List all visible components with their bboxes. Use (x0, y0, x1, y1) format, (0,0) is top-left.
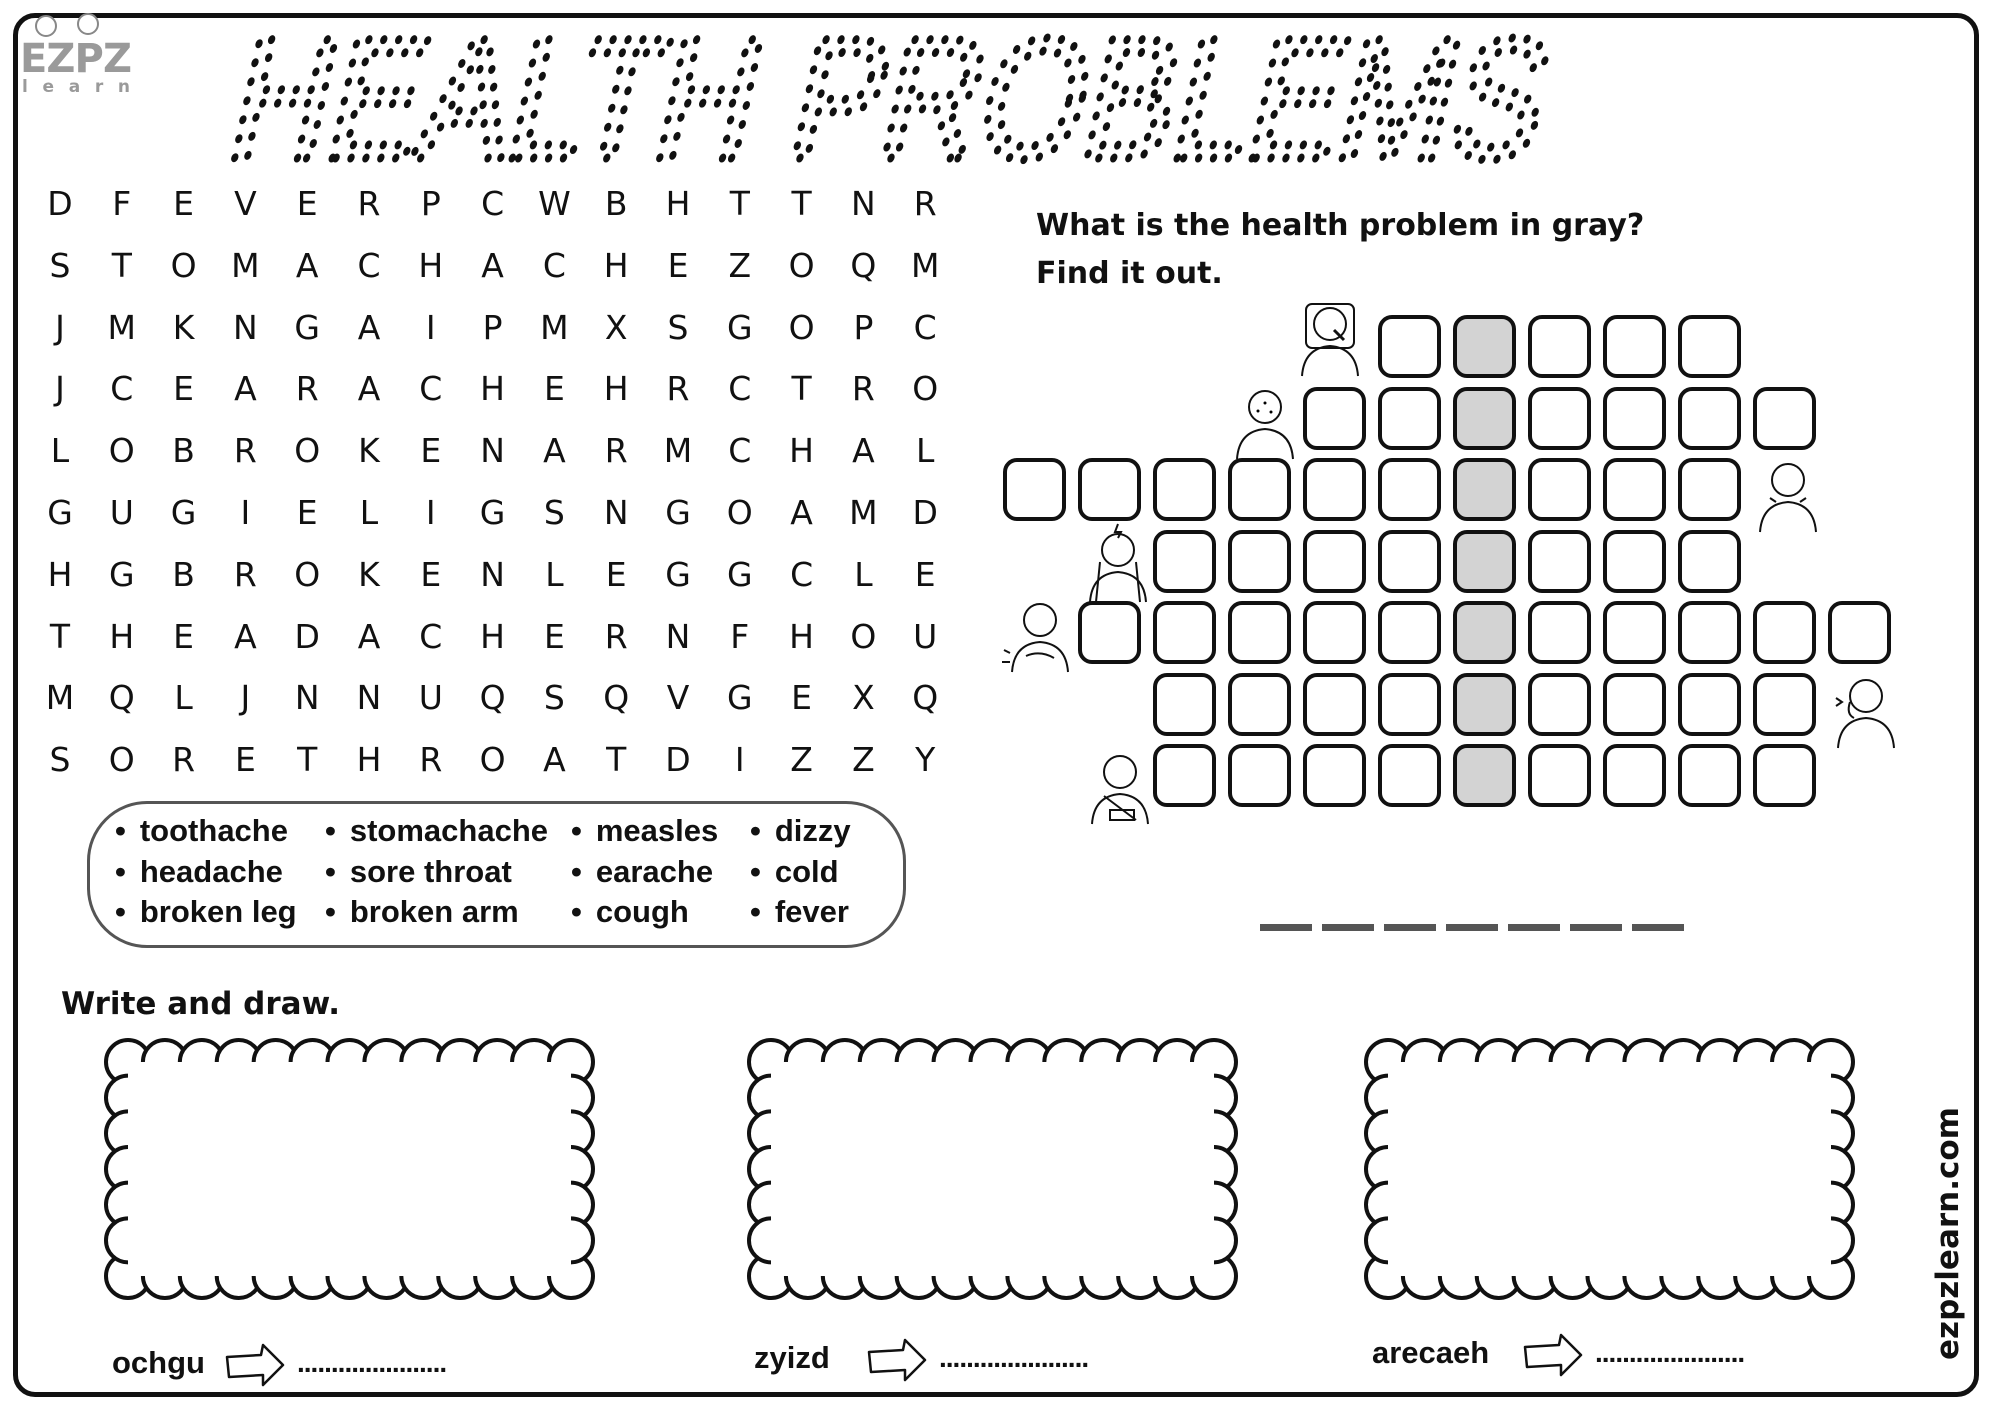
word-bank-item: • broken arm (325, 894, 519, 930)
grid-letter[interactable]: R (604, 616, 628, 656)
crossword-cell[interactable] (1753, 744, 1816, 807)
drawing-box[interactable] (1356, 1030, 1863, 1308)
grid-letter[interactable]: H (603, 369, 629, 409)
grid-letter[interactable]: N (294, 678, 320, 718)
crossword-cell[interactable] (1528, 315, 1591, 378)
grid-letter[interactable]: Z (852, 740, 875, 780)
crossword-cell[interactable] (1603, 601, 1666, 664)
crossword-cell[interactable] (1753, 673, 1816, 736)
grid-letter[interactable]: E (543, 369, 565, 409)
crossword-cell-gray[interactable] (1453, 387, 1516, 450)
grid-letter[interactable]: E (173, 616, 195, 656)
grid-letter[interactable]: S (49, 245, 71, 285)
grid-letter[interactable]: O (788, 307, 815, 347)
crossword-cell[interactable] (1153, 530, 1216, 593)
crossword-cell[interactable] (1228, 530, 1291, 593)
crossword-cell[interactable] (1228, 744, 1291, 807)
grid-letter[interactable]: U (109, 493, 134, 532)
sore-throat-picture-icon (1748, 452, 1828, 534)
grid-letter[interactable]: M (231, 245, 260, 285)
crossword-cell[interactable] (1378, 530, 1441, 593)
grid-letter[interactable]: E (296, 493, 318, 532)
headache-picture-icon (1078, 522, 1158, 604)
grid-letter[interactable]: X (852, 678, 875, 718)
fever-picture-icon (1290, 296, 1370, 378)
grid-letter[interactable]: N (851, 184, 876, 223)
grid-letter[interactable]: Y (915, 740, 936, 780)
write-draw-title: Write and draw. (61, 986, 340, 1022)
word-bank-item: • sore throat (325, 854, 512, 890)
crossword-instruction: Find it out. (1036, 256, 1223, 291)
crossword-cell[interactable] (1153, 601, 1216, 664)
grid-letter[interactable]: G (109, 554, 135, 594)
grid-letter[interactable]: N (233, 307, 258, 347)
crossword-cell[interactable] (1228, 458, 1291, 521)
crossword-cell[interactable] (1678, 387, 1741, 450)
crossword-cell[interactable] (1528, 601, 1591, 664)
grid-letter[interactable]: K (358, 554, 380, 594)
grid-letter[interactable]: C (728, 431, 752, 471)
drawing-box[interactable] (739, 1030, 1246, 1308)
grid-letter[interactable]: H (789, 616, 814, 656)
grid-letter[interactable]: J (240, 678, 251, 718)
grid-letter[interactable]: E (296, 184, 318, 223)
word-bank-item: • cold (750, 854, 839, 890)
crossword-cell-gray[interactable] (1453, 458, 1516, 521)
grid-letter[interactable]: T (297, 740, 318, 780)
grid-letter[interactable]: R (172, 740, 196, 780)
grid-letter[interactable]: R (604, 431, 628, 471)
crossword-cell[interactable] (1603, 315, 1666, 378)
grid-letter[interactable]: F (112, 184, 132, 223)
crossword-cell[interactable] (1228, 673, 1291, 736)
grid-letter[interactable]: P (420, 184, 441, 223)
grid-letter[interactable]: G (665, 554, 691, 594)
word-bank-item: • dizzy (750, 813, 851, 849)
grid-letter[interactable]: R (913, 184, 937, 223)
grid-letter[interactable]: G (294, 307, 320, 347)
grid-letter[interactable]: O (912, 369, 939, 409)
crossword-cell[interactable] (1678, 673, 1741, 736)
crossword-cell[interactable] (1603, 387, 1666, 450)
grid-letter[interactable]: P (853, 307, 874, 347)
crossword-cell[interactable] (1528, 458, 1591, 521)
grid-letter[interactable]: E (173, 184, 195, 223)
crossword-cell[interactable] (1678, 601, 1741, 664)
grid-letter[interactable]: A (357, 369, 381, 409)
grid-letter[interactable]: G (727, 307, 753, 347)
grid-letter[interactable]: K (172, 307, 195, 347)
crossword-cell[interactable] (1603, 530, 1666, 593)
word-bank-item: • cough (571, 894, 689, 930)
crossword-cell[interactable] (1678, 315, 1741, 378)
answer-blank[interactable] (1446, 924, 1498, 931)
crossword-cell[interactable] (1378, 315, 1441, 378)
grid-letter[interactable]: A (234, 369, 257, 409)
grid-letter[interactable]: Q (479, 678, 506, 718)
grid-letter[interactable]: O (294, 431, 321, 471)
grid-letter[interactable]: S (543, 678, 565, 718)
grid-letter[interactable]: H (480, 369, 505, 409)
crossword-cell[interactable] (1378, 387, 1441, 450)
word-bank-item: • stomachache (325, 813, 548, 849)
crossword-cell[interactable] (1153, 744, 1216, 807)
answer-blank[interactable] (1384, 924, 1436, 931)
grid-letter[interactable]: T (111, 245, 132, 285)
grid-letter[interactable]: M (107, 307, 137, 347)
grid-letter[interactable]: E (667, 245, 689, 285)
crossword-cell[interactable] (1378, 458, 1441, 521)
grid-letter[interactable]: E (420, 554, 442, 594)
scrambled-word: ochgu (112, 1345, 205, 1380)
grid-letter[interactable]: R (357, 184, 381, 223)
grid-letter[interactable]: H (603, 245, 629, 285)
grid-letter[interactable]: O (108, 431, 135, 471)
grid-letter[interactable]: P (482, 307, 503, 347)
crossword-cell[interactable] (1153, 458, 1216, 521)
grid-letter[interactable]: A (295, 245, 319, 285)
grid-letter[interactable]: C (419, 369, 443, 409)
grid-letter[interactable]: D (912, 493, 938, 532)
answer-blank[interactable] (1260, 924, 1312, 931)
grid-letter[interactable]: B (172, 431, 195, 471)
crossword-cell[interactable] (1603, 673, 1666, 736)
broken-arm-picture-icon (1080, 744, 1160, 826)
word-bank-item: • toothache (115, 813, 288, 849)
grid-letter[interactable]: Z (790, 740, 813, 780)
page-title (215, 2, 1927, 195)
grid-letter[interactable]: A (852, 431, 875, 471)
crossword-cell[interactable] (1003, 458, 1066, 521)
grid-letter[interactable]: S (49, 740, 71, 780)
grid-letter[interactable]: V (234, 184, 257, 223)
grid-letter[interactable]: O (850, 616, 877, 656)
grid-letter[interactable]: A (790, 493, 813, 532)
grid-letter[interactable]: G (170, 493, 197, 532)
drawing-box[interactable] (96, 1030, 603, 1308)
crossword-cell-gray[interactable] (1453, 601, 1516, 664)
grid-letter[interactable]: I (425, 493, 436, 532)
grid-letter[interactable]: C (913, 307, 937, 347)
crossword-cell[interactable] (1828, 601, 1891, 664)
crossword-cell[interactable] (1378, 601, 1441, 664)
crossword-question: What is the health problem in gray? (1036, 208, 1645, 243)
grid-letter[interactable]: T (791, 369, 812, 409)
grid-letter[interactable]: A (543, 740, 566, 780)
grid-letter[interactable]: Q (912, 678, 939, 718)
word-bank-item: • fever (750, 894, 849, 930)
grid-letter[interactable]: T (606, 740, 627, 780)
grid-letter[interactable]: J (55, 369, 65, 409)
answer-line[interactable]: ...................... (939, 1342, 1089, 1373)
grid-letter[interactable]: V (666, 678, 690, 718)
crossword-cell[interactable] (1078, 458, 1141, 521)
grid-letter[interactable]: C (110, 369, 134, 409)
grid-letter[interactable]: O (726, 493, 753, 532)
grid-letter[interactable]: R (233, 554, 257, 594)
answer-line[interactable]: ...................... (1595, 1337, 1745, 1368)
grid-letter[interactable]: W (538, 184, 571, 223)
grid-letter[interactable]: E (543, 616, 565, 656)
crossword-cell[interactable] (1528, 530, 1591, 593)
crossword-cell-gray[interactable] (1453, 530, 1516, 593)
grid-letter[interactable]: A (234, 616, 257, 656)
grid-letter[interactable]: O (479, 740, 506, 780)
grid-letter[interactable]: U (418, 678, 443, 718)
grid-letter[interactable]: R (666, 369, 690, 409)
toothache-picture-icon (1826, 668, 1906, 750)
grid-letter[interactable]: B (172, 554, 195, 594)
svg-text:EZPZ: EZPZ (20, 36, 132, 82)
grid-letter[interactable]: D (294, 616, 320, 656)
grid-letter[interactable]: Z (728, 245, 752, 285)
crossword-cell[interactable] (1753, 387, 1816, 450)
grid-letter[interactable]: H (418, 245, 444, 285)
grid-letter[interactable]: E (420, 431, 442, 471)
grid-letter[interactable]: S (667, 307, 689, 347)
crossword-cell[interactable] (1153, 673, 1216, 736)
crossword-cell[interactable] (1528, 744, 1591, 807)
word-bank-item: • earache (571, 854, 713, 890)
grid-letter[interactable]: E (173, 369, 195, 409)
grid-letter[interactable]: A (481, 245, 504, 285)
crossword-cell[interactable] (1303, 458, 1366, 521)
grid-letter[interactable]: H (665, 184, 691, 223)
grid-letter[interactable]: S (543, 493, 565, 532)
crossword-cell[interactable] (1528, 673, 1591, 736)
word-bank-item: • measles (571, 813, 718, 849)
grid-letter[interactable]: M (849, 493, 878, 532)
grid-letter[interactable]: A (357, 307, 381, 347)
grid-letter[interactable]: G (665, 493, 691, 532)
crossword-cell[interactable] (1228, 601, 1291, 664)
grid-letter[interactable]: L (174, 678, 193, 718)
grid-letter[interactable]: I (425, 307, 436, 347)
grid-letter[interactable]: M (45, 678, 75, 718)
grid-letter[interactable]: E (605, 554, 627, 594)
crossword-cell[interactable] (1528, 387, 1591, 450)
crossword-cell[interactable] (1678, 744, 1741, 807)
grid-letter[interactable]: N (480, 431, 505, 471)
grid-letter[interactable]: C (790, 554, 814, 594)
ezpz-logo (16, 8, 136, 96)
grid-letter[interactable]: E (791, 678, 813, 718)
grid-letter[interactable]: H (356, 740, 382, 780)
crossword-cell[interactable] (1078, 601, 1141, 664)
answer-blank[interactable] (1322, 924, 1374, 931)
crossword-cell[interactable] (1678, 530, 1741, 593)
grid-letter[interactable]: R (419, 740, 443, 780)
grid-letter[interactable]: M (910, 245, 940, 285)
grid-letter[interactable]: N (480, 554, 505, 594)
svg-text:HEALTH PROBLEMS: HEALTH PROBLEMS (215, 2, 1927, 195)
grid-letter[interactable]: T (791, 184, 812, 223)
grid-letter[interactable]: L (545, 554, 564, 594)
crossword-cell[interactable] (1678, 458, 1741, 521)
grid-letter[interactable]: B (604, 184, 628, 223)
grid-letter[interactable]: C (542, 245, 566, 285)
grid-letter[interactable]: D (665, 740, 691, 780)
grid-letter[interactable]: C (481, 184, 505, 223)
grid-letter[interactable]: G (727, 554, 753, 594)
grid-letter[interactable]: N (603, 493, 629, 532)
crossword-cell[interactable] (1378, 744, 1441, 807)
word-bank-item: • broken leg (115, 894, 297, 930)
crossword-cell[interactable] (1303, 673, 1366, 736)
measles-picture-icon (1225, 379, 1305, 461)
crossword-cell[interactable] (1303, 387, 1366, 450)
grid-letter[interactable]: D (47, 184, 73, 223)
crossword-cell[interactable] (1603, 744, 1666, 807)
crossword-cell[interactable] (1378, 673, 1441, 736)
grid-letter[interactable]: L (854, 554, 873, 594)
grid-letter[interactable]: O (294, 554, 321, 594)
grid-letter[interactable]: Q (108, 678, 135, 718)
crossword-cell-gray[interactable] (1453, 673, 1516, 736)
grid-letter[interactable]: U (913, 616, 938, 656)
grid-letter[interactable]: Q (603, 678, 630, 718)
grid-letter[interactable]: C (357, 245, 381, 285)
grid-letter[interactable]: C (419, 616, 443, 656)
crossword-cell[interactable] (1303, 530, 1366, 593)
grid-letter[interactable]: C (728, 369, 752, 409)
grid-letter[interactable]: I (734, 740, 745, 780)
grid-letter[interactable]: E (914, 554, 936, 594)
crossword-cell[interactable] (1303, 601, 1366, 664)
grid-letter[interactable]: H (480, 616, 505, 656)
grid-letter[interactable]: K (358, 431, 380, 471)
svg-text:learn: learn (22, 77, 130, 97)
grid-letter[interactable]: H (109, 616, 135, 656)
grid-letter[interactable]: F (730, 616, 750, 656)
grid-letter[interactable]: A (357, 616, 381, 656)
grid-letter[interactable]: L (50, 431, 70, 471)
grid-letter[interactable]: A (543, 431, 566, 471)
answer-blank[interactable] (1570, 924, 1622, 931)
grid-letter[interactable]: N (665, 616, 691, 656)
grid-letter[interactable]: J (55, 307, 65, 347)
grid-letter[interactable]: T (49, 616, 71, 656)
grid-letter[interactable]: L (915, 431, 935, 471)
stomachache-picture-icon (1000, 592, 1080, 674)
grid-letter[interactable]: M (663, 431, 693, 471)
arrow-right-icon (867, 1338, 927, 1382)
scrambled-word: zyizd (754, 1340, 830, 1375)
grid-letter[interactable]: O (108, 740, 135, 780)
grid-letter[interactable]: R (851, 369, 875, 409)
crossword-cell-gray[interactable] (1453, 315, 1516, 378)
grid-letter[interactable]: Q (850, 245, 877, 285)
grid-letter[interactable]: L (359, 493, 379, 532)
grid-letter[interactable]: R (295, 369, 319, 409)
scrambled-word: arecaeh (1372, 1335, 1490, 1370)
grid-letter[interactable]: G (479, 493, 506, 532)
grid-letter[interactable]: T (729, 184, 750, 223)
grid-letter[interactable]: R (233, 431, 257, 471)
grid-letter[interactable]: H (789, 431, 814, 471)
grid-letter[interactable]: G (47, 493, 73, 532)
grid-letter[interactable]: I (240, 493, 251, 532)
grid-letter[interactable]: N (356, 678, 382, 718)
grid-letter[interactable]: G (727, 678, 753, 718)
site-url: ezpzlearn.com (1930, 1107, 1966, 1360)
grid-letter[interactable]: E (234, 740, 256, 780)
arrow-right-icon (225, 1343, 285, 1387)
grid-letter[interactable]: O (170, 245, 197, 285)
grid-letter[interactable]: X (604, 307, 628, 347)
answer-blank[interactable] (1508, 924, 1560, 931)
answer-line[interactable]: ...................... (297, 1347, 447, 1378)
crossword-cell[interactable] (1753, 601, 1816, 664)
grid-letter[interactable]: M (540, 307, 569, 347)
answer-blank[interactable] (1632, 924, 1684, 931)
grid-letter[interactable]: O (788, 245, 815, 285)
word-bank-item: • headache (115, 854, 283, 890)
grid-letter[interactable]: H (47, 554, 73, 594)
crossword-cell[interactable] (1603, 458, 1666, 521)
crossword-cell-gray[interactable] (1453, 744, 1516, 807)
arrow-right-icon (1523, 1333, 1583, 1377)
crossword-cell[interactable] (1303, 744, 1366, 807)
